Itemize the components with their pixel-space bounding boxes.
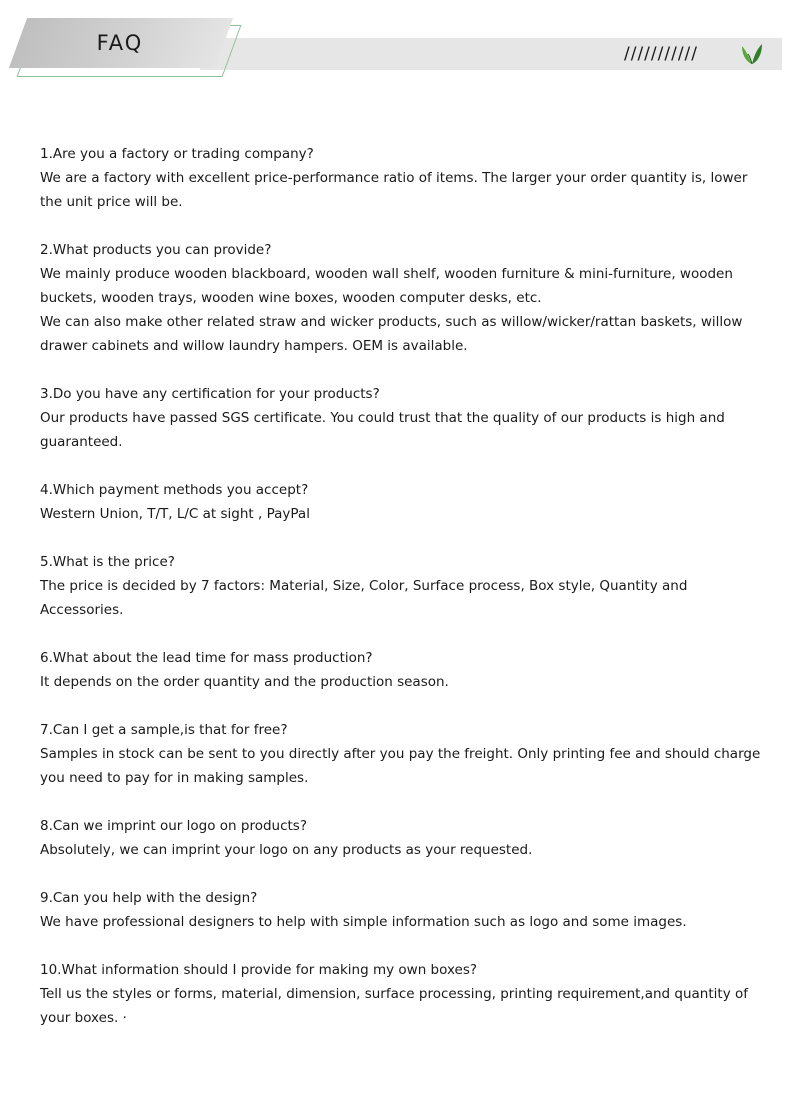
faq-answer: Tell us the styles or forms, material, dimension, surface processing, printing requirement,and quantity of your boxes. · [40,986,748,1026]
faq-question: 8.Can we imprint our logo on products? [40,818,307,834]
faq-answer: We are a factory with excellent price-performance ratio of items. The larger your order quantity is, lower the unit price will be. [40,170,748,210]
faq-answer: We have professional designers to help with simple information such as logo and some images. [40,914,687,930]
faq-item [40,646,770,694]
faq-question: 1.Are you a factory or trading company? [40,146,314,162]
faq-question: 7.Can I get a sample,is that for free? [40,722,288,738]
faq-answer: It depends on the order quantity and the production season. [40,674,449,690]
faq-item [40,382,770,454]
faq-answer: Samples in stock can be sent to you directly after you pay the freight. Only printing fee and should charge you need to pay for in making samples. [40,746,761,786]
decorative-slashes: /////////// [624,44,699,64]
faq-item [40,958,770,1030]
faq-item [40,238,770,358]
leaf-logo-icon [738,40,766,68]
faq-banner [0,0,790,100]
faq-question: 10.What information should I provide for making my own boxes? [40,962,478,978]
faq-list [40,142,770,1054]
faq-item [40,718,770,790]
faq-question: 6.What about the lead time for mass production? [40,650,373,666]
faq-item [40,814,770,862]
faq-answer: We can also make other related straw and wicker products, such as willow/wicker/rattan baskets, willow drawer cabinets and willow laundry hampers. OEM is available. [40,314,743,354]
faq-item [40,550,770,622]
faq-answer: The price is decided by 7 factors: Material, Size, Color, Surface process, Box style, Quantity and Accessories. [40,578,688,618]
faq-item [40,142,770,214]
faq-item [40,478,770,526]
faq-question: 5.What is the price? [40,554,175,570]
faq-answer: Western Union, T/T, L/C at sight , PayPal [40,506,310,522]
page-title: FAQ [96,31,144,55]
faq-answer: We mainly produce wooden blackboard, wooden wall shelf, wooden furniture & mini-furniture, wooden buckets, wooden trays, wooden wine boxes, wooden computer desks, etc. [40,266,733,306]
faq-item [40,886,770,934]
faq-question: 2.What products you can provide? [40,242,272,258]
faq-question: 3.Do you have any certification for your products? [40,386,380,402]
faq-answer: Our products have passed SGS certificate. You could trust that the quality of our products is high and guaranteed. [40,410,725,450]
faq-question: 9.Can you help with the design? [40,890,258,906]
faq-answer: Absolutely, we can imprint your logo on any products as your requested. [40,842,533,858]
faq-question: 4.Which payment methods you accept? [40,482,309,498]
